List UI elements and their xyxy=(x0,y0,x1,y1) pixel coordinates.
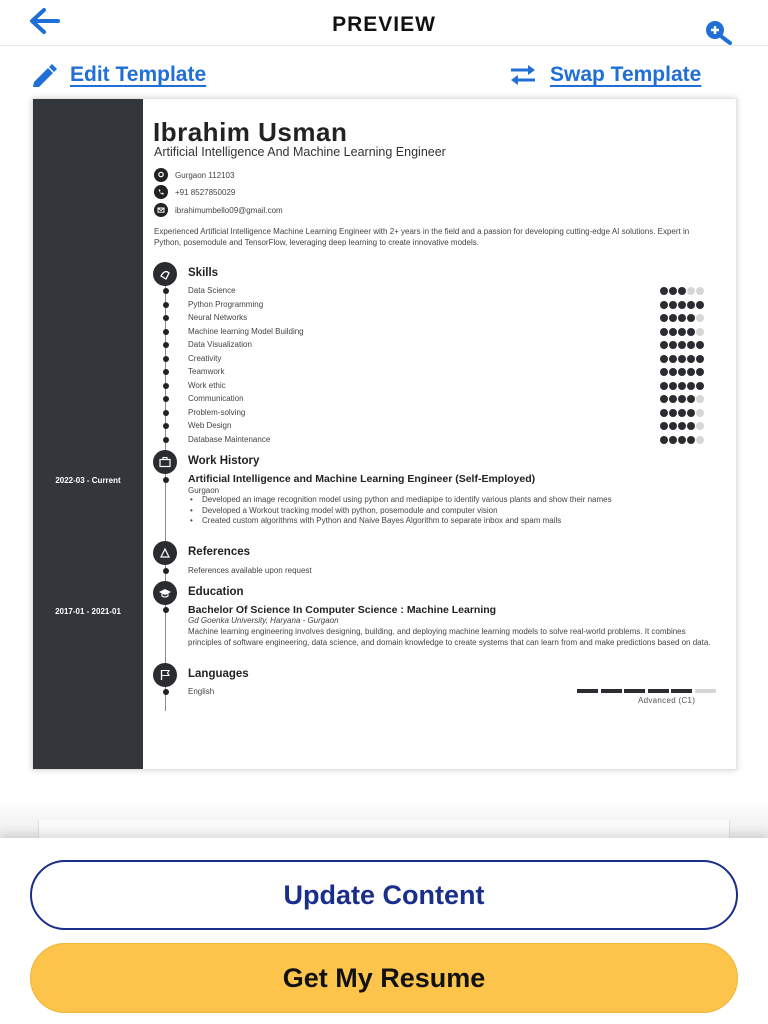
rating-dot xyxy=(687,382,695,390)
location-icon xyxy=(154,168,168,182)
resume-job-title: Artificial Intelligence And Machine Learning Engineer xyxy=(154,145,446,159)
rating-dot xyxy=(669,409,677,417)
contact-phone xyxy=(154,185,235,199)
rating-dot xyxy=(687,328,695,336)
rating-dot xyxy=(669,382,677,390)
rating-dot xyxy=(687,314,695,322)
timeline-dot xyxy=(163,410,169,416)
language-level-segment xyxy=(601,689,622,693)
skill-name: Work ethic xyxy=(188,380,226,390)
skill-rating xyxy=(660,422,705,430)
rating-dot xyxy=(696,328,704,336)
rating-dot xyxy=(678,395,686,403)
timeline-dot xyxy=(163,342,169,348)
skill-name: Teamwork xyxy=(188,367,225,376)
rating-dot xyxy=(687,422,695,430)
contact-text: ibrahimumbello09@gmail.com xyxy=(175,205,283,215)
skill-rating xyxy=(660,355,705,363)
rating-dot xyxy=(660,395,668,403)
graduation-cap-icon xyxy=(153,581,177,605)
contact-location xyxy=(154,168,234,182)
rating-dot xyxy=(678,422,686,430)
language-level-segment xyxy=(695,689,716,693)
references-title: References xyxy=(188,546,251,558)
zoom-in-icon xyxy=(702,18,736,46)
resume-name: Ibrahim Usman xyxy=(153,117,348,147)
rating-dot xyxy=(696,436,704,444)
work-history-title: Work History xyxy=(188,455,260,467)
language-name: English xyxy=(188,687,215,696)
flag-icon xyxy=(153,663,177,687)
skill-rating xyxy=(660,314,705,322)
rating-dot xyxy=(687,368,695,376)
education-date: 2017-01 - 2021-01 xyxy=(55,607,121,616)
rating-dot xyxy=(696,287,704,295)
work-location: Gurgaon xyxy=(188,486,220,495)
timeline-dot xyxy=(163,288,169,294)
edit-template-label: Edit Template xyxy=(70,63,207,86)
references-text: References available upon request xyxy=(188,566,312,575)
rating-dot xyxy=(687,355,695,363)
rating-dot xyxy=(678,341,686,349)
skill-name: Neural Networks xyxy=(188,313,248,322)
languages-title: Languages xyxy=(188,668,249,680)
timeline-dot xyxy=(163,329,169,335)
top-bar xyxy=(0,0,768,46)
email-icon xyxy=(154,203,168,217)
rating-dot xyxy=(660,409,668,417)
rating-dot xyxy=(660,422,668,430)
contact-text: +91 8527850029 xyxy=(175,187,236,197)
rating-dot xyxy=(678,382,686,390)
timeline-dot xyxy=(163,315,169,321)
language-level-label: Advanced (C1) xyxy=(638,696,696,705)
edit-template-link[interactable] xyxy=(30,60,206,90)
update-content-button[interactable]: Update Content xyxy=(30,860,738,930)
timeline-line xyxy=(165,271,166,711)
skill-name: Data Visualization xyxy=(188,340,252,349)
rating-dot xyxy=(696,422,704,430)
skill-rating xyxy=(660,436,705,444)
timeline-dot xyxy=(163,302,169,308)
briefcase-icon xyxy=(153,450,177,474)
swap-template-link[interactable] xyxy=(508,60,701,90)
rating-dot xyxy=(696,395,704,403)
rating-dot xyxy=(678,409,686,417)
work-bullet: • Created custom algorithms with Python and Naive Bayes Algorithm to separate inbox and spam mails xyxy=(188,516,718,527)
rating-dot xyxy=(696,341,704,349)
work-job-title: Artificial Intelligence and Machine Learning Engineer (Self-Employed) xyxy=(188,473,536,485)
rating-dot xyxy=(669,436,677,444)
education-school: Gd Goenka University, Haryana - Gurgaon xyxy=(188,616,339,625)
skills-icon xyxy=(153,262,177,286)
work-bullets xyxy=(188,495,718,527)
rating-dot xyxy=(660,436,668,444)
skill-name: Machine learning Model Building xyxy=(188,326,304,336)
rating-dot xyxy=(669,395,677,403)
pencil-icon xyxy=(30,62,58,88)
rating-dot xyxy=(660,341,668,349)
language-level-segment xyxy=(671,689,692,693)
rating-dot xyxy=(696,368,704,376)
rating-dot xyxy=(660,287,668,295)
skill-name: Communication xyxy=(188,394,244,403)
rating-dot xyxy=(678,314,686,322)
zoom-in-button[interactable] xyxy=(702,18,738,48)
skill-rating xyxy=(660,328,705,336)
language-level-segment xyxy=(624,689,645,693)
skill-rating xyxy=(660,395,705,403)
skill-name: Problem-solving xyxy=(188,407,246,417)
education-description: Machine learning engineering involves designing, building, and deploying machine learning models to solve real-world problems. It combines principles of software engineering, data science, and domain knowledge to create systems that can learn from and make predictions based on data. xyxy=(188,627,711,647)
skill-rating xyxy=(660,287,705,295)
skill-rating xyxy=(660,409,705,417)
swap-template-label: Swap Template xyxy=(550,63,702,86)
skill-rating xyxy=(660,301,705,309)
skill-rating xyxy=(660,341,705,349)
timeline-dot xyxy=(163,356,169,362)
rating-dot xyxy=(696,382,704,390)
timeline-dot xyxy=(163,383,169,389)
rating-dot xyxy=(678,368,686,376)
rating-dot xyxy=(669,314,677,322)
rating-dot xyxy=(660,314,668,322)
work-bullet: • Developed a Workout tracking model with python, posemodule and computer vision xyxy=(188,506,718,517)
skill-name: Python Programming xyxy=(188,299,264,309)
education-degree: Bachelor Of Science In Computer Science : Machine Learning xyxy=(188,604,497,616)
rating-dot xyxy=(669,368,677,376)
work-date: 2022-03 - Current xyxy=(55,476,121,485)
rating-dot xyxy=(696,301,704,309)
rating-dot xyxy=(678,436,686,444)
rating-dot xyxy=(660,328,668,336)
timeline-dot xyxy=(163,689,169,695)
rating-dot xyxy=(669,328,677,336)
work-bullet: • Developed an image recognition model using python and mediapipe to identify various plants and show their names xyxy=(188,495,718,506)
rating-dot xyxy=(678,301,686,309)
language-level-bar xyxy=(577,689,718,693)
rating-dot xyxy=(669,422,677,430)
rating-dot xyxy=(660,355,668,363)
rating-dot xyxy=(696,314,704,322)
timeline-dot xyxy=(163,396,169,402)
skill-name: Creativity xyxy=(188,353,222,363)
timeline-dot xyxy=(163,437,169,443)
skill-rating xyxy=(660,382,705,390)
skill-name: Database Maintenance xyxy=(188,434,271,444)
language-level-segment xyxy=(648,689,669,693)
education-title: Education xyxy=(188,586,244,598)
resume-summary: Experienced Artificial Intelligence Machine Learning Engineer with 2+ years in the field and a passion for developing cutting-edge AI solutions. Expert in Python, posemodule and TensorFlow, leveraging deep learning to create innovative models. xyxy=(154,227,690,247)
rating-dot xyxy=(687,436,695,444)
timeline-dot xyxy=(163,423,169,429)
rating-dot xyxy=(669,341,677,349)
rating-dot xyxy=(660,301,668,309)
resume-sidebar xyxy=(33,99,143,769)
rating-dot xyxy=(687,287,695,295)
swap-icon xyxy=(508,64,538,86)
rating-dot xyxy=(687,341,695,349)
rating-dot xyxy=(678,328,686,336)
rating-dot xyxy=(687,301,695,309)
rating-dot xyxy=(669,355,677,363)
phone-icon xyxy=(154,185,168,199)
rating-dot xyxy=(660,382,668,390)
skill-name: Web Design xyxy=(188,421,232,430)
rating-dot xyxy=(669,301,677,309)
language-level-segment xyxy=(577,689,598,693)
skill-name: Data Science xyxy=(188,286,236,295)
page-title: PREVIEW xyxy=(332,13,436,36)
contact-text: Gurgaon 112103 xyxy=(175,170,235,180)
rating-dot xyxy=(696,409,704,417)
rating-dot xyxy=(678,355,686,363)
resume-preview[interactable] xyxy=(32,98,737,770)
contact-email xyxy=(154,203,283,217)
rating-dot xyxy=(687,409,695,417)
timeline-dot xyxy=(163,607,169,613)
rating-dot xyxy=(678,287,686,295)
timeline-dot xyxy=(163,477,169,483)
timeline-dot xyxy=(163,568,169,574)
timeline-dot xyxy=(163,369,169,375)
rating-dot xyxy=(669,287,677,295)
skills-title: Skills xyxy=(188,267,219,279)
rating-dot xyxy=(660,368,668,376)
rating-dot xyxy=(696,355,704,363)
rating-dot xyxy=(687,395,695,403)
skill-rating xyxy=(660,368,705,376)
get-my-resume-button[interactable]: Get My Resume xyxy=(30,943,738,1013)
references-icon xyxy=(153,541,177,565)
